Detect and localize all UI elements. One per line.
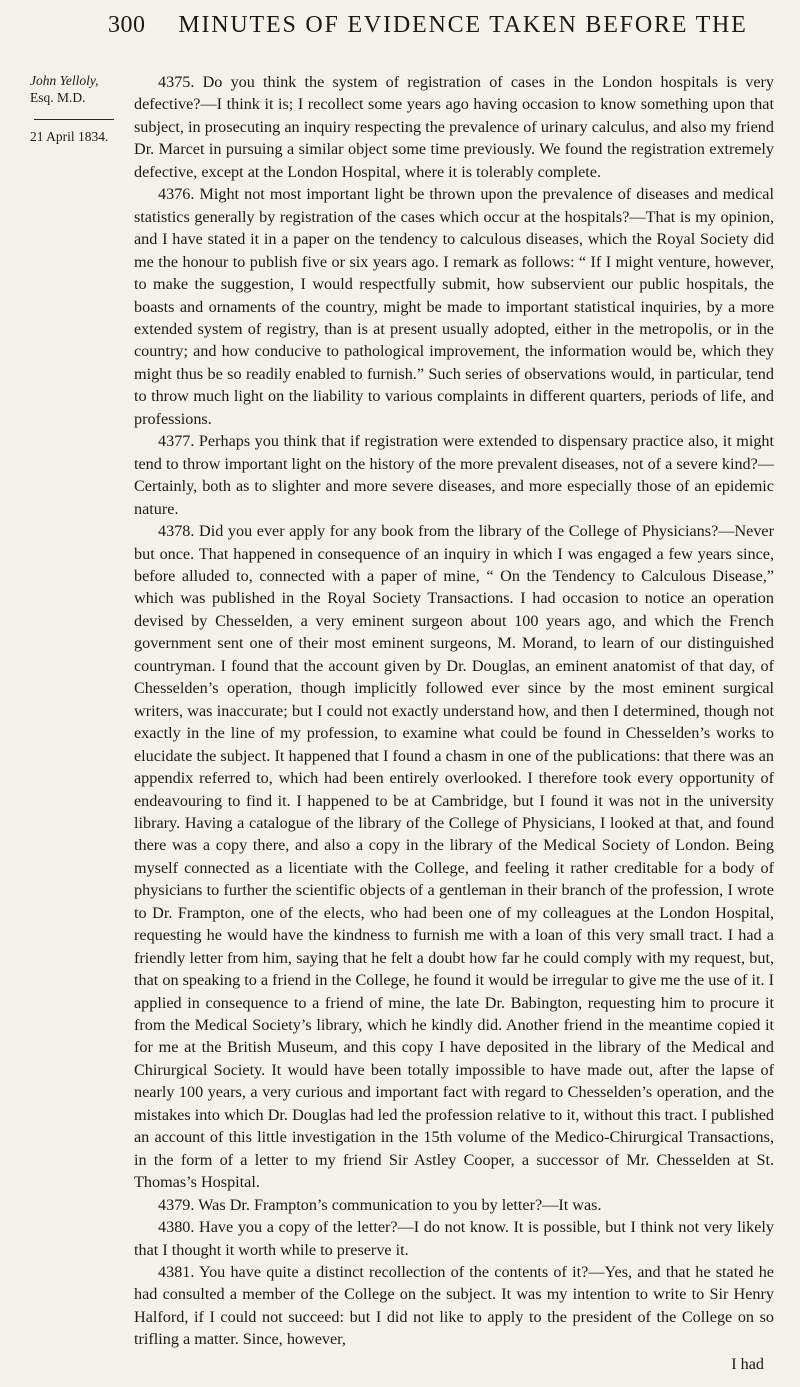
paragraph-4380: 4380. Have you a copy of the letter?—I do not know. It is possible, but I think not very likely that I thought it worth while to preserve it. <box>134 1218 774 1259</box>
catchword: I had <box>731 1355 764 1373</box>
paragraph-4379: 4379. Was Dr. Frampton’s communication to you by letter?—It was. <box>158 1195 602 1214</box>
witness-name: John Yelloly, <box>30 73 99 88</box>
paragraph-4381: 4381. You have quite a distinct recollection of the contents of it?—Yes, and that he stated he had consulted a member of the College on the subject. It was my intention to write to Sir Henry Halford, if I could not succeed: but I did not like to apply to the president of the College on so trifling a matter. Since, however, <box>134 1263 774 1349</box>
evidence-date: 21 April 1834. <box>30 129 109 144</box>
paragraph-4375: 4375. Do you think the system of registration of cases in the London hospitals is very defective?—I think it is; I recollect some years ago having occasion to know something upon that subject, in prosecuting an inquiry respecting the prevalence of urinary calculus, and also my friend Dr. Marcet in pursuing a similar object some time previously. We found the registration extremely defective, except at the London Hospital, where it is tolerably complete. <box>134 73 774 181</box>
paragraph-4377: 4377. Perhaps you think that if registration were extended to dispensary practice also, it might tend to throw important light on the history of the more prevalent diseases, not of a severe kind?—Certainly, both as to slighter and more severe diseases, and more especially those of an epidemic nature. <box>134 432 774 518</box>
witness-qualifications: Esq. M.D. <box>30 90 86 105</box>
paragraph-4378: 4378. Did you ever apply for any book from the library of the College of Physicians?—Never but once. That happened in consequence of an inquiry in which I was engaged a few years since, before alluded to, connected with a paper of mine, “ On the Tendency to Calculous Disease,” which was published in the Royal Society Transactions. I had occasion to notice an operation devised by Chesselden, a very eminent surgeon about 100 years ago, and which the French government sent one of their most eminent surgeons, M. Morand, to learn of our distinguished countryman. I found that the account given by Dr. Douglas, an eminent anatomist of that day, of Chesselden’s operation, though implicitly followed ever since by the most eminent surgical writers, was inaccurate; but I could not exactly understand how, and then I determined, though not exactly in the line of my profession, to examine what could be found in Chesselden’s works to elucidate the subject. It happened that I found a chasm in one of the publications: that there was an appendix referred to, which had been entirely overlooked. I therefore took every opportunity of endeavouring to find it. I happened to be at Cambridge, but I found it was not in the university library. Having a catalogue of the library of the College of Physicians, I looked at that, and found there was a copy there, and also a copy in the library of the Medical Society of London. Being myself connected as a licentiate with the College, and feeling it rather creditable for a body of physicians to further the scientific objects of a gentleman in their branch of the profession, I wrote to Dr. Frampton, one of the elects, who had been one of my colleagues at the London Hospital, requesting he would have the kindness to furnish me with a loan of this very small tract. I had a friendly letter from him, saying that he felt a doubt how far he could comply with my request, but, that on speaking to a friend in the College, he found it would be irregular to give me the use of it. I applied in consequence to a friend of mine, the late Dr. Babington, requesting him to procure it from the Medical Society’s library, which he kindly did. Another friend in the meantime copied it for me at the British Museum, and this copy I have deposited in the library of the Medical and Chirurgical Society. It would have been totally impossible to have made out, after the lapse of nearly 100 years, a very curious and important fact with regard to Chesselden’s operation, and the mistakes into which Dr. Douglas had led the profession relative to it, without this tract. I published an account of this little investigation in the 15th volume of the Medico-Chirurgical Transactions, in the form of a letter to my friend Sir Astley Cooper, a successor of Mr. Chesselden at St. Thomas’s Hospital. <box>134 522 774 1192</box>
evidence-text <box>134 71 774 1351</box>
page-number: 300 <box>108 12 146 38</box>
margin-note <box>30 72 116 145</box>
margin-divider <box>34 119 114 120</box>
paragraph-4376: 4376. Might not most important light be thrown upon the prevalence of diseases and medical statistics generally by registration of the cases which occur at the hospitals?—That is my opinion, and I have stated it in a paper on the tendency to calculous diseases, which the Royal Society did me the honour to publish five or six years ago. I remark as follows: “ If I might venture, however, to make the suggestion, I would respectfully submit, how subservient our public hospitals, the boasts and ornaments of the country, might be made to important statistical inquiries, by a more extended system of registry, than is at present usually adopted, either in the metropolis, or in the country; and how conducive to pathological improvement, the information would be, which they might thus be so readily enabled to furnish.” Such series of observations would, in particular, tend to throw much light on the liability to various complaints in different quarters, periods of life, and professions. <box>134 185 774 428</box>
running-title: MINUTES OF EVIDENCE TAKEN BEFORE THE <box>178 12 748 38</box>
